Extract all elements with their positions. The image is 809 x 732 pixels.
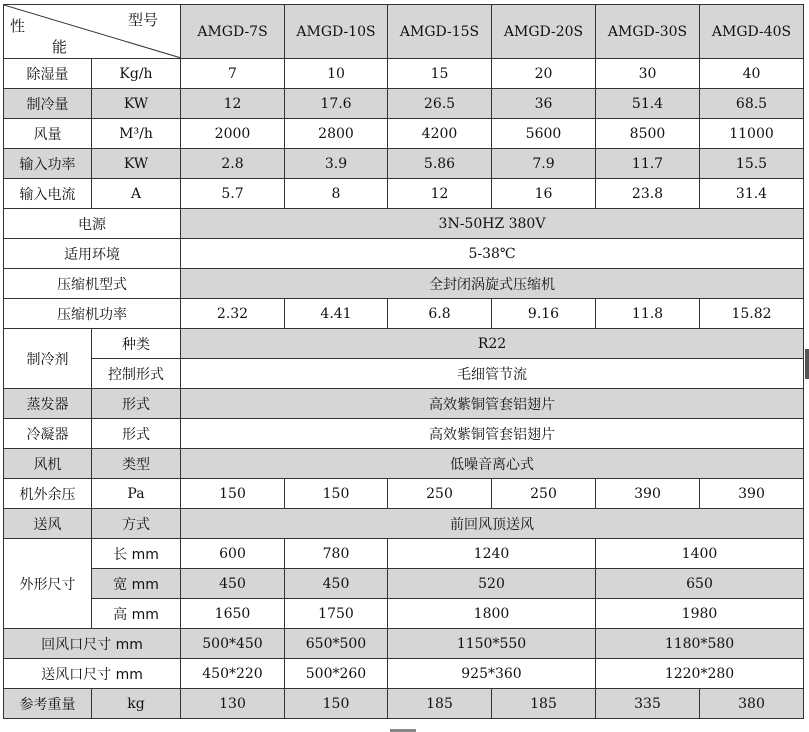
cell: 11.7 <box>596 149 700 179</box>
cell: 1180*580 <box>596 629 804 659</box>
row-sublabel: 长 mm <box>92 539 181 569</box>
row-airflow <box>4 119 804 149</box>
row-unit: kg <box>92 689 181 719</box>
cell: 1240 <box>388 539 596 569</box>
cell: 500*450 <box>181 629 285 659</box>
cell: 4200 <box>388 119 492 149</box>
cell: 12 <box>181 89 285 119</box>
cell: 390 <box>596 479 700 509</box>
cell: 520 <box>388 569 596 599</box>
cell: 15.5 <box>700 149 804 179</box>
cell: 8500 <box>596 119 700 149</box>
row-unit: Kg/h <box>92 59 181 89</box>
cell: 前回风顶送风 <box>181 509 804 539</box>
model-header: AMGD-7S <box>181 5 285 59</box>
row-supply <box>4 209 804 239</box>
cell: 11.8 <box>596 299 700 329</box>
row-label: 制冷剂 <box>4 329 92 389</box>
model-header: AMGD-30S <box>596 5 700 59</box>
cell: 1400 <box>596 539 804 569</box>
row-dim-width <box>4 569 804 599</box>
cell: 600 <box>181 539 285 569</box>
spec-table <box>3 4 804 719</box>
cell: 高效紫铜管套铝翅片 <box>181 389 804 419</box>
cell: 6.8 <box>388 299 492 329</box>
row-unit: Pa <box>92 479 181 509</box>
cell: 250 <box>492 479 596 509</box>
cell: 130 <box>181 689 285 719</box>
row-return-port <box>4 629 804 659</box>
cell: 5-38℃ <box>181 239 804 269</box>
cell: 20 <box>492 59 596 89</box>
cell: 1150*550 <box>388 629 596 659</box>
row-refrigerant-kind <box>4 329 804 359</box>
cell: 1980 <box>596 599 804 629</box>
cell: 150 <box>285 479 388 509</box>
cell: 1750 <box>285 599 388 629</box>
row-label: 冷凝器 <box>4 419 92 449</box>
row-label: 压缩机功率 <box>4 299 181 329</box>
cell: 650 <box>596 569 804 599</box>
cell: 11000 <box>700 119 804 149</box>
row-label: 风机 <box>4 449 92 479</box>
cell: 3.9 <box>285 149 388 179</box>
row-label: 回风口尺寸 mm <box>4 629 181 659</box>
row-unit: KW <box>92 149 181 179</box>
cell: 5600 <box>492 119 596 149</box>
cell: 1650 <box>181 599 285 629</box>
row-label: 外形尺寸 <box>4 539 92 629</box>
cell: 31.4 <box>700 179 804 209</box>
row-external-pressure <box>4 479 804 509</box>
header-row <box>4 5 804 59</box>
row-label: 除湿量 <box>4 59 92 89</box>
row-condenser <box>4 419 804 449</box>
row-label: 电源 <box>4 209 181 239</box>
row-unit: KW <box>92 89 181 119</box>
cell: 2000 <box>181 119 285 149</box>
cell: 9.16 <box>492 299 596 329</box>
cell: 1220*280 <box>596 659 804 689</box>
cell: 5.86 <box>388 149 492 179</box>
row-unit: A <box>92 179 181 209</box>
cell: 1800 <box>388 599 596 629</box>
model-header: AMGD-15S <box>388 5 492 59</box>
cell: 380 <box>700 689 804 719</box>
row-fan <box>4 449 804 479</box>
cell: 500*260 <box>285 659 388 689</box>
cell: 2.8 <box>181 149 285 179</box>
model-header: AMGD-10S <box>285 5 388 59</box>
cell: 7 <box>181 59 285 89</box>
cell: 150 <box>285 689 388 719</box>
row-label: 送风口尺寸 mm <box>4 659 181 689</box>
row-weight <box>4 689 804 719</box>
row-environment <box>4 239 804 269</box>
model-header: AMGD-40S <box>700 5 804 59</box>
cell: 23.8 <box>596 179 700 209</box>
cell: 7.9 <box>492 149 596 179</box>
cell: 30 <box>596 59 700 89</box>
cell: 10 <box>285 59 388 89</box>
cell: 150 <box>181 479 285 509</box>
cell: 3N-50HZ 380V <box>181 209 804 239</box>
row-sublabel: 方式 <box>92 509 181 539</box>
model-header: AMGD-20S <box>492 5 596 59</box>
cell: 335 <box>596 689 700 719</box>
cell: 40 <box>700 59 804 89</box>
cell: 16 <box>492 179 596 209</box>
row-label: 适用环境 <box>4 239 181 269</box>
row-compressor-type <box>4 269 804 299</box>
row-label: 风量 <box>4 119 92 149</box>
row-sublabel: 高 mm <box>92 599 181 629</box>
cell: 925*360 <box>388 659 596 689</box>
cell: 185 <box>388 689 492 719</box>
cell: 185 <box>492 689 596 719</box>
row-compressor-power <box>4 299 804 329</box>
row-sublabel: 形式 <box>92 419 181 449</box>
cell: 68.5 <box>700 89 804 119</box>
row-sublabel: 控制形式 <box>92 359 181 389</box>
cell: 15.82 <box>700 299 804 329</box>
row-unit: M³/h <box>92 119 181 149</box>
row-current <box>4 179 804 209</box>
cell: 450 <box>285 569 388 599</box>
cell: 650*500 <box>285 629 388 659</box>
cell: 5.7 <box>181 179 285 209</box>
row-dim-height <box>4 599 804 629</box>
row-dehumid <box>4 59 804 89</box>
row-supply-port <box>4 659 804 689</box>
cell: 2.32 <box>181 299 285 329</box>
cell: 17.6 <box>285 89 388 119</box>
corner-perf-label-a: 性 <box>10 17 26 35</box>
row-label: 参考重量 <box>4 689 92 719</box>
row-evaporator <box>4 389 804 419</box>
row-label: 机外余压 <box>4 479 92 509</box>
row-label: 输入电流 <box>4 179 92 209</box>
row-label: 输入功率 <box>4 149 92 179</box>
row-sublabel: 类型 <box>92 449 181 479</box>
cell: 4.41 <box>285 299 388 329</box>
cell: 780 <box>285 539 388 569</box>
row-label: 送风 <box>4 509 92 539</box>
row-label: 压缩机型式 <box>4 269 181 299</box>
cell: 51.4 <box>596 89 700 119</box>
cell: 低噪音离心式 <box>181 449 804 479</box>
row-dim-length <box>4 539 804 569</box>
cell: 36 <box>492 89 596 119</box>
cell: 450*220 <box>181 659 285 689</box>
row-power <box>4 149 804 179</box>
row-label: 制冷量 <box>4 89 92 119</box>
row-cooling <box>4 89 804 119</box>
cell: 15 <box>388 59 492 89</box>
row-delivery <box>4 509 804 539</box>
cell: 全封闭涡旋式压缩机 <box>181 269 804 299</box>
row-sublabel: 形式 <box>92 389 181 419</box>
cell: 450 <box>181 569 285 599</box>
page-edge-mark <box>805 349 809 379</box>
cell: 高效紫铜管套铝翅片 <box>181 419 804 449</box>
corner-cell <box>4 5 181 59</box>
corner-perf-label-b: 能 <box>52 38 68 56</box>
row-sublabel: 宽 mm <box>92 569 181 599</box>
row-label: 蒸发器 <box>4 389 92 419</box>
cell: 毛细管节流 <box>181 359 804 389</box>
cell: 390 <box>700 479 804 509</box>
cell: 26.5 <box>388 89 492 119</box>
cell: R22 <box>181 329 804 359</box>
cell: 2800 <box>285 119 388 149</box>
row-refrigerant-control <box>4 359 804 389</box>
row-sublabel: 种类 <box>92 329 181 359</box>
cell: 250 <box>388 479 492 509</box>
corner-model-label: 型号 <box>127 11 158 29</box>
cell: 12 <box>388 179 492 209</box>
cell: 8 <box>285 179 388 209</box>
